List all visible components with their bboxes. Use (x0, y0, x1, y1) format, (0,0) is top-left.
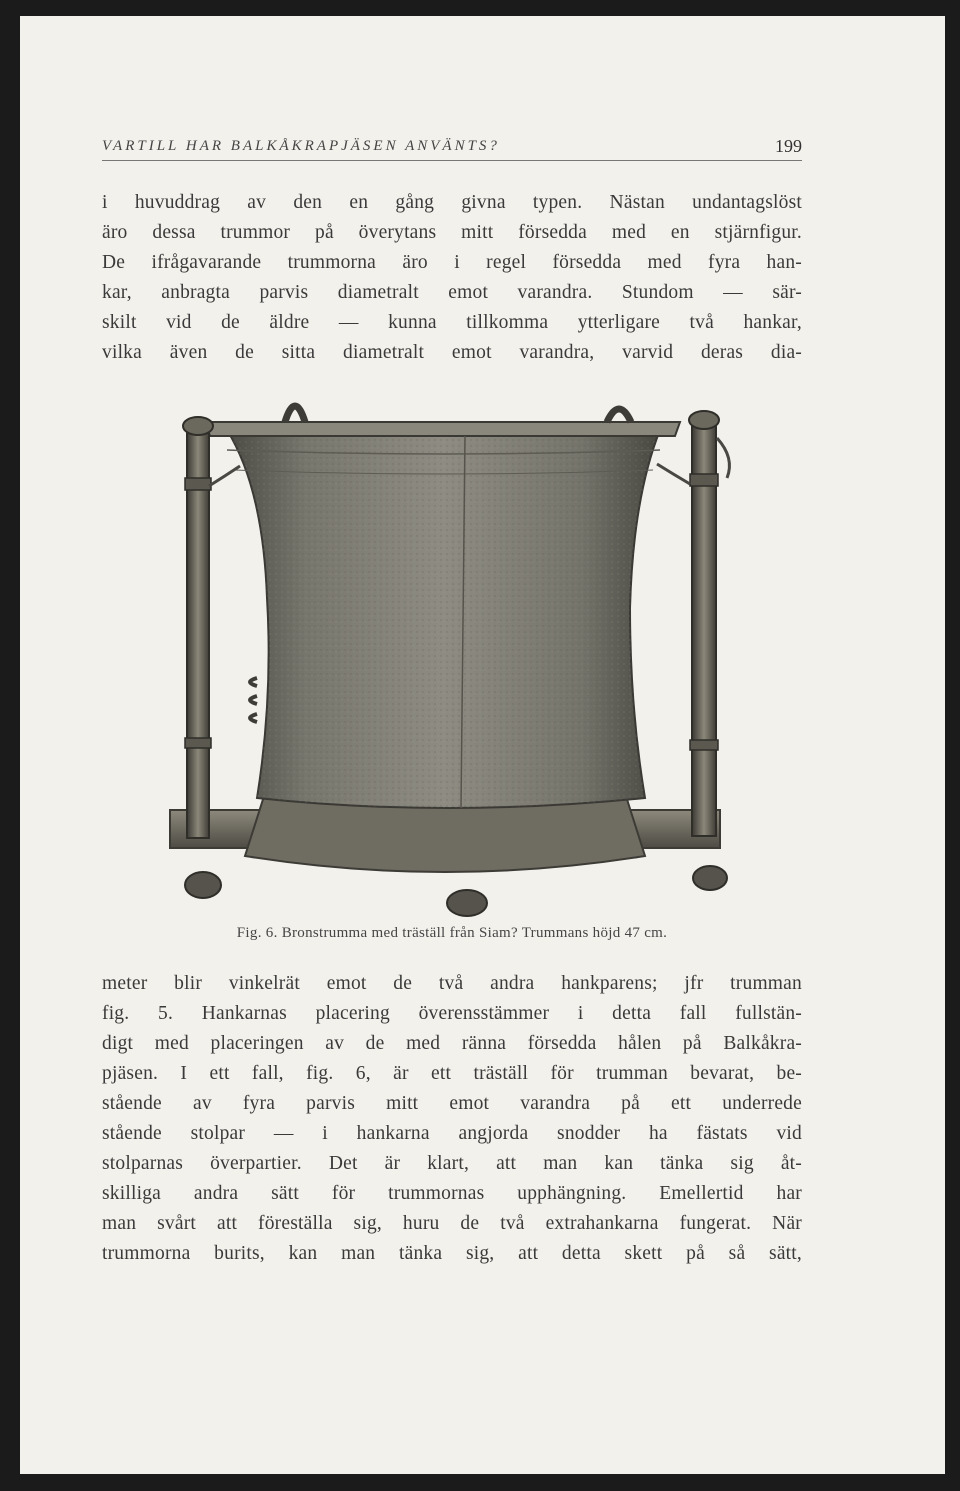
text-line: skilliga andra sätt för trummornas upphängning. Emellertid har (102, 1183, 802, 1204)
text-line: fig. 5. Hankarnas placering överensstämmer i detta fall fullstän- (102, 1003, 802, 1024)
stand-foot (447, 890, 487, 916)
text-line: stående stolpar — i hankarna angjorda snodder ha fästats vid (102, 1123, 802, 1144)
text-line: meter blir vinkelrät emot de två andra hankparens; jfr trumman (102, 973, 802, 994)
text-line: digt med placeringen av de med ränna försedda hålen på Balkåkra- (102, 1033, 802, 1054)
page-number: 199 (775, 136, 802, 156)
text-line: man svårt att föreställa sig, huru de två extrahankarna fungerat. När (102, 1213, 802, 1234)
figure-bronze-drum-photo (145, 378, 745, 918)
running-title: VARTILL HAR BALKÅKRAPJÄSEN ANVÄNTS? (102, 138, 500, 154)
text-line: De ifrågavarande trummorna äro i regel försedda med fyra han- (102, 252, 802, 273)
text-line: äro dessa trummor på överytans mitt försedda med en stjärnfigur. (102, 222, 802, 243)
drum-illustration (145, 378, 745, 918)
text-line: stolparnas överpartier. Det är klart, att man kan tänka sig åt- (102, 1153, 802, 1174)
cord (209, 466, 240, 486)
text-line: pjäsen. I ett fall, fig. 6, är ett träställ för trumman bevarat, be- (102, 1063, 802, 1084)
text-line: skilt vid de äldre — kunna tillkomma ytterligare två hankar, (102, 312, 802, 333)
text-line: vilka även de sitta diametralt emot varandra, varvid deras dia- (102, 342, 802, 363)
text-line: i huvuddrag av den en gång givna typen. Nästan undantagslöst (102, 192, 802, 213)
running-head (102, 134, 802, 161)
cord (657, 464, 690, 484)
drum-side-handles (250, 678, 257, 722)
text-line: kar, anbragta parvis diametralt emot varandra. Stundom — sär- (102, 282, 802, 303)
drum-handle (285, 406, 305, 422)
drum-handle (607, 409, 631, 422)
drum-rim (205, 422, 680, 436)
stand-foot (693, 866, 727, 890)
figure-caption: Fig. 6. Bronstrumma med träställ från Siam? Trummans höjd 47 cm. (236, 925, 668, 941)
paragraph-top (102, 188, 802, 368)
stand-foot (185, 872, 221, 898)
text-line: trummorna burits, kan man tänka sig, att detta skett på så sätt, (102, 1243, 802, 1264)
paragraph-bottom (102, 969, 802, 1269)
text-line: stående av fyra parvis mitt emot varandra på ett underrede (102, 1093, 802, 1114)
book-page (20, 16, 945, 1474)
